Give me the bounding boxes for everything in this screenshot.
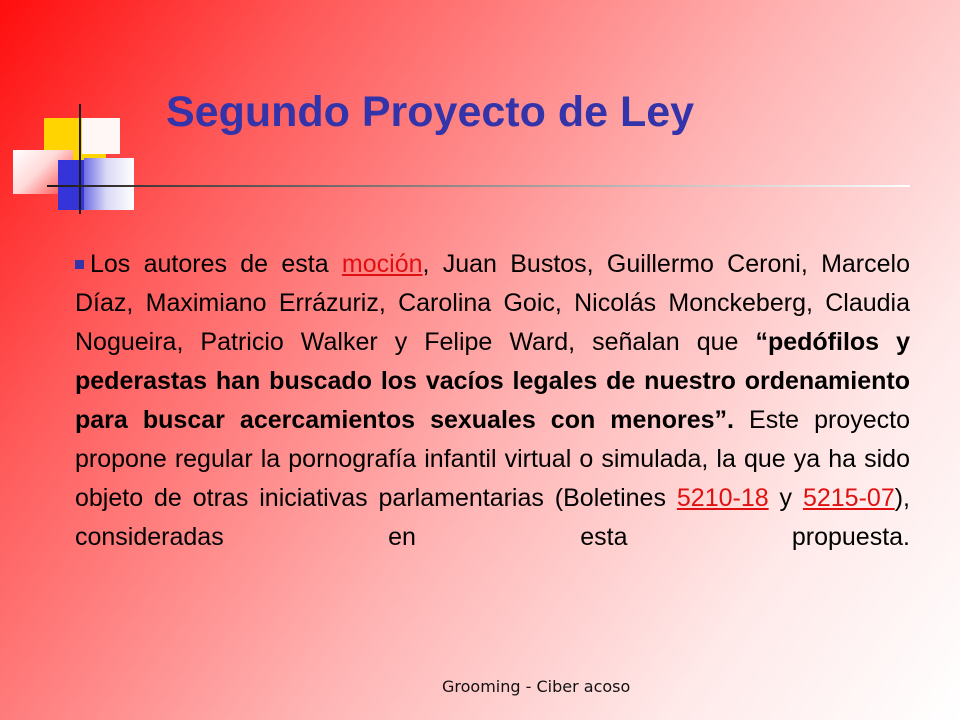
body-text-2: , Juan Bustos, Guillermo Ceroni, Marcelo Díaz, Maximiano Errázuriz, Carolina Goic, Nicolás Monckeberg, Claudia Nogueira, Patricio Walker y Felipe Ward, señalan que — [75, 250, 910, 356]
body-text-4: y — [768, 484, 803, 512]
slide-title: Segundo Proyecto de Ley — [166, 88, 695, 136]
title-underline — [47, 185, 910, 187]
bullet-icon — [75, 260, 84, 269]
link-boletin-5210-18[interactable]: 5210-18 — [676, 484, 769, 512]
decor-white-square — [82, 118, 120, 154]
slide-footer: Grooming - Ciber acoso — [442, 677, 631, 696]
decor-vertical-line — [79, 104, 81, 214]
body-quote: “pedófilos y pederastas han buscado los vacíos legales de nuestro ordenamiento para buscar acercamientos sexuales con menores”. — [75, 328, 910, 434]
body-paragraph — [75, 245, 910, 557]
body-text-5: ), consideradas en esta propuesta. — [75, 484, 910, 551]
link-boletin-5215-07[interactable]: 5215-07 — [802, 484, 895, 512]
link-mocion[interactable]: moción — [341, 250, 423, 278]
body-text-3: Este proyecto propone regular la pornografía infantil virtual o simulada, la que ya ha sido objeto de otras iniciativas parlamentarias (Boletines — [75, 406, 910, 512]
decor-fade-square — [84, 158, 134, 210]
body-text-1: Los autores de esta — [90, 250, 342, 278]
